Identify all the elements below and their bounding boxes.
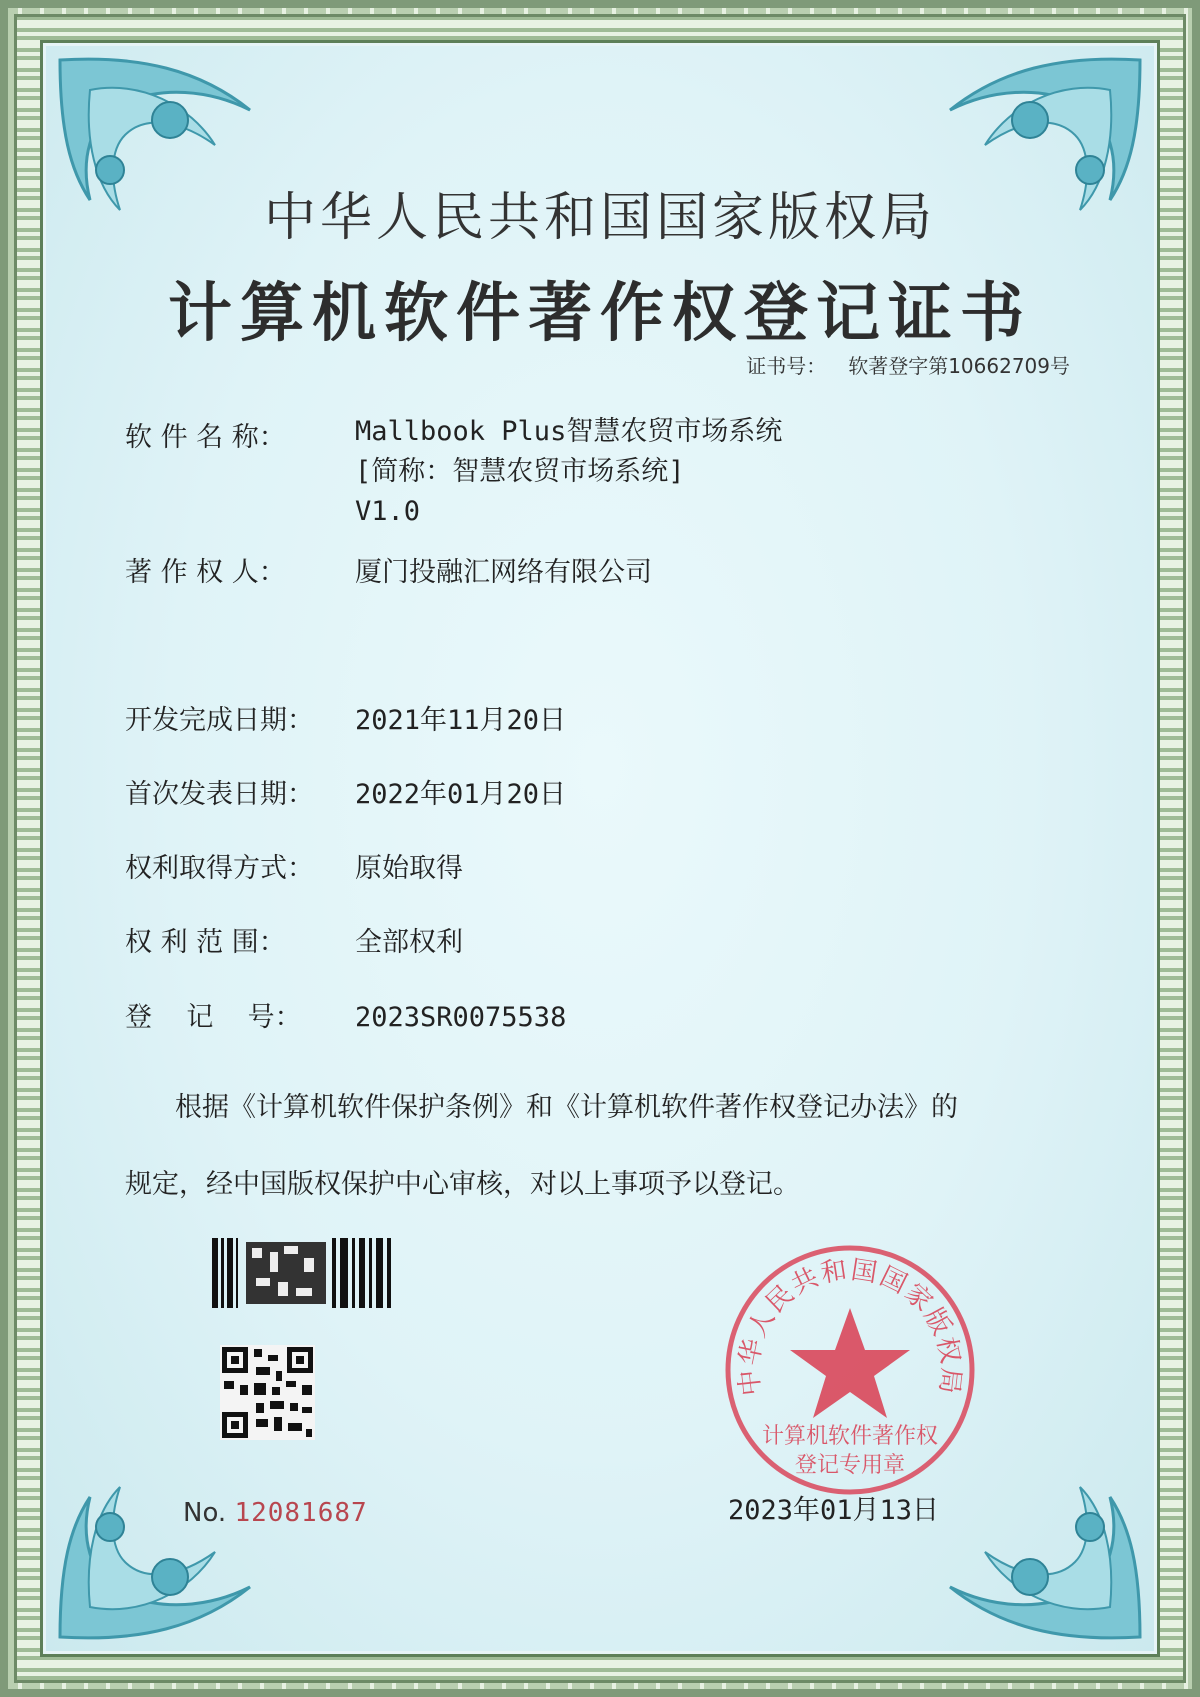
statement-line-1: 根据《计算机软件保护条例》和《计算机软件著作权登记办法》的 bbox=[175, 1092, 958, 1123]
serial-number bbox=[183, 1498, 368, 1528]
software-name-line: [简称：智慧农贸市场系统] bbox=[355, 456, 685, 487]
field-value: 全部权利 bbox=[355, 927, 463, 958]
field-acquisition-method bbox=[125, 846, 463, 885]
field-first-publish-date bbox=[125, 772, 566, 811]
field-label: 软 件 名 称： bbox=[125, 422, 286, 453]
certificate-number bbox=[746, 350, 1070, 379]
software-name-line: Mallbook Plus智慧农贸市场系统 bbox=[355, 416, 783, 447]
field-label: 开发完成日期： bbox=[125, 705, 314, 736]
issuer-title: 中华人民共和国国家版权局 bbox=[263, 188, 936, 248]
field-label: 首次发表日期： bbox=[125, 779, 314, 810]
issue-date: 2023年01月13日 bbox=[728, 1495, 940, 1526]
field-dev-complete-date bbox=[125, 698, 566, 737]
field-value: 厦门投融汇网络有限公司 bbox=[355, 557, 652, 588]
field-label: 登 记 号： bbox=[125, 1002, 302, 1033]
certificate-number-value: 软著登字第10662709号 bbox=[848, 354, 1070, 378]
field-label: 著 作 权 人： bbox=[125, 557, 286, 588]
field-value: 2022年01月20日 bbox=[355, 779, 567, 810]
software-name-value bbox=[355, 412, 782, 532]
certificate-number-label: 证书号： bbox=[746, 354, 827, 378]
field-value: 2021年11月20日 bbox=[355, 705, 567, 736]
svg-text:登记专用章: 登记专用章 bbox=[794, 1453, 906, 1478]
qr-code-icon bbox=[220, 1345, 315, 1440]
field-label: 权利取得方式： bbox=[125, 853, 314, 884]
field-value: 2023SR0075538 bbox=[355, 1002, 567, 1033]
field-value: 原始取得 bbox=[355, 853, 463, 884]
field-copyright-owner bbox=[125, 550, 652, 589]
field-software-name bbox=[125, 415, 355, 454]
field-rights-scope bbox=[125, 920, 463, 959]
serial-value: 12081687 bbox=[234, 1498, 368, 1528]
field-registration-no bbox=[125, 995, 566, 1034]
statement-line-2: 规定，经中国版权保护中心审核，对以上事项予以登记。 bbox=[125, 1169, 800, 1200]
serial-prefix: No. bbox=[183, 1498, 227, 1528]
field-label: 权 利 范 围： bbox=[125, 927, 286, 958]
software-name-line: V1.0 bbox=[355, 496, 421, 527]
svg-text:计算机软件著作权: 计算机软件著作权 bbox=[761, 1424, 939, 1449]
certificate-title: 计算机软件著作权登记证书 bbox=[168, 276, 1032, 351]
official-seal bbox=[720, 1240, 980, 1500]
barcode-icon bbox=[212, 1238, 392, 1308]
svg-text:中华人民共和国国家版权局: 中华人民共和国国家版权局 bbox=[734, 1255, 966, 1398]
corner-ornament-bottom-left bbox=[50, 1447, 260, 1647]
